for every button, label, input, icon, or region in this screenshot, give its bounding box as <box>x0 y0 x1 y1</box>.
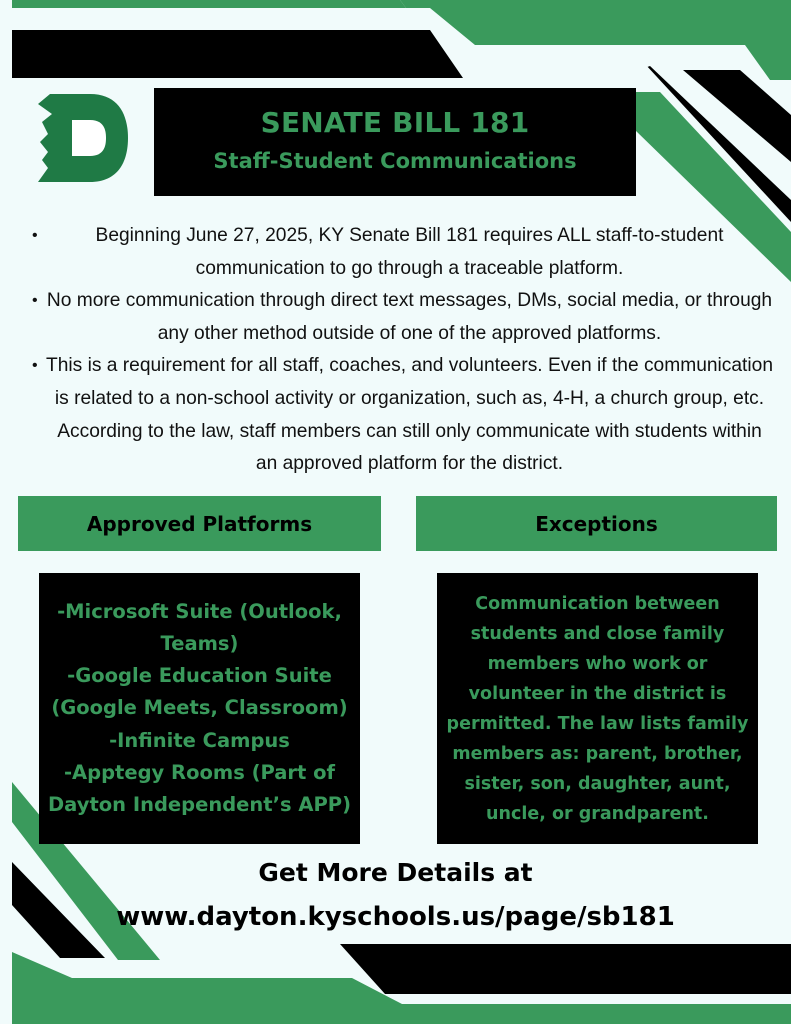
approved-line: -Microsoft Suite (Outlook, <box>57 599 342 623</box>
top-right-green-band <box>400 0 791 80</box>
approved-line: -Apptegy Rooms (Part of <box>63 760 336 784</box>
exception-line: permitted. The law lists family <box>446 713 749 734</box>
exception-line: students and close family <box>470 623 725 644</box>
exception-line: members who work or <box>487 653 708 674</box>
top-green-stripe <box>12 0 406 8</box>
bullet-dot-icon: • <box>32 227 38 244</box>
bullet-dot-icon: • <box>32 292 38 310</box>
school-logo <box>18 90 140 186</box>
bullet-text: No more communication through direct text messages, DMs, social media, or through any other method outside of one of the approved platforms. <box>46 290 773 344</box>
approved-platforms-box <box>39 573 360 844</box>
exception-line: volunteer in the district is <box>468 683 727 704</box>
bullet-text: Beginning June 27, 2025, KY Senate Bill 181 requires ALL staff-to-student communication to go through a traceable platform. <box>95 225 724 279</box>
approved-line: Teams) <box>160 631 239 655</box>
exception-line: members as: parent, brother, <box>452 743 743 764</box>
list-item <box>30 285 775 350</box>
list-item <box>30 350 775 480</box>
footer-cta: Get More Details at <box>258 858 533 887</box>
page-subtitle: Staff-Student Communications <box>213 149 577 173</box>
exception-line: Communication between <box>475 593 720 614</box>
exception-line: sister, son, daughter, aunt, <box>464 773 731 794</box>
page-title: SENATE BILL 181 <box>260 106 530 139</box>
footer-url-link[interactable]: www.dayton.kyschools.us/page/sb181 <box>116 902 675 932</box>
exceptions-heading: Exceptions <box>416 496 777 551</box>
bullet-dot-icon: • <box>32 357 38 375</box>
title-banner <box>154 88 636 196</box>
exceptions-box <box>437 573 758 844</box>
bullet-text: This is a requirement for all staff, coaches, and volunteers. Even if the communication is related to a non-school activity or organization, such as, 4-H, a church group, etc. According to the law, staff members can still only communicate with students within an approved platform for the district. <box>46 355 773 475</box>
list-item <box>30 220 775 285</box>
top-black-band <box>12 30 463 78</box>
approved-line: (Google Meets, Classroom) <box>51 696 348 720</box>
approved-line: -Infinite Campus <box>109 728 290 752</box>
approved-line: Dayton Independent’s APP) <box>47 793 351 816</box>
dayton-d-logo-icon <box>18 90 140 186</box>
approved-platforms-heading: Approved Platforms <box>18 496 381 551</box>
exception-line: uncle, or grandparent. <box>486 803 709 824</box>
bottom-black-band <box>340 944 791 994</box>
approved-line: -Google Education Suite <box>67 664 332 688</box>
bullet-list <box>30 220 775 481</box>
